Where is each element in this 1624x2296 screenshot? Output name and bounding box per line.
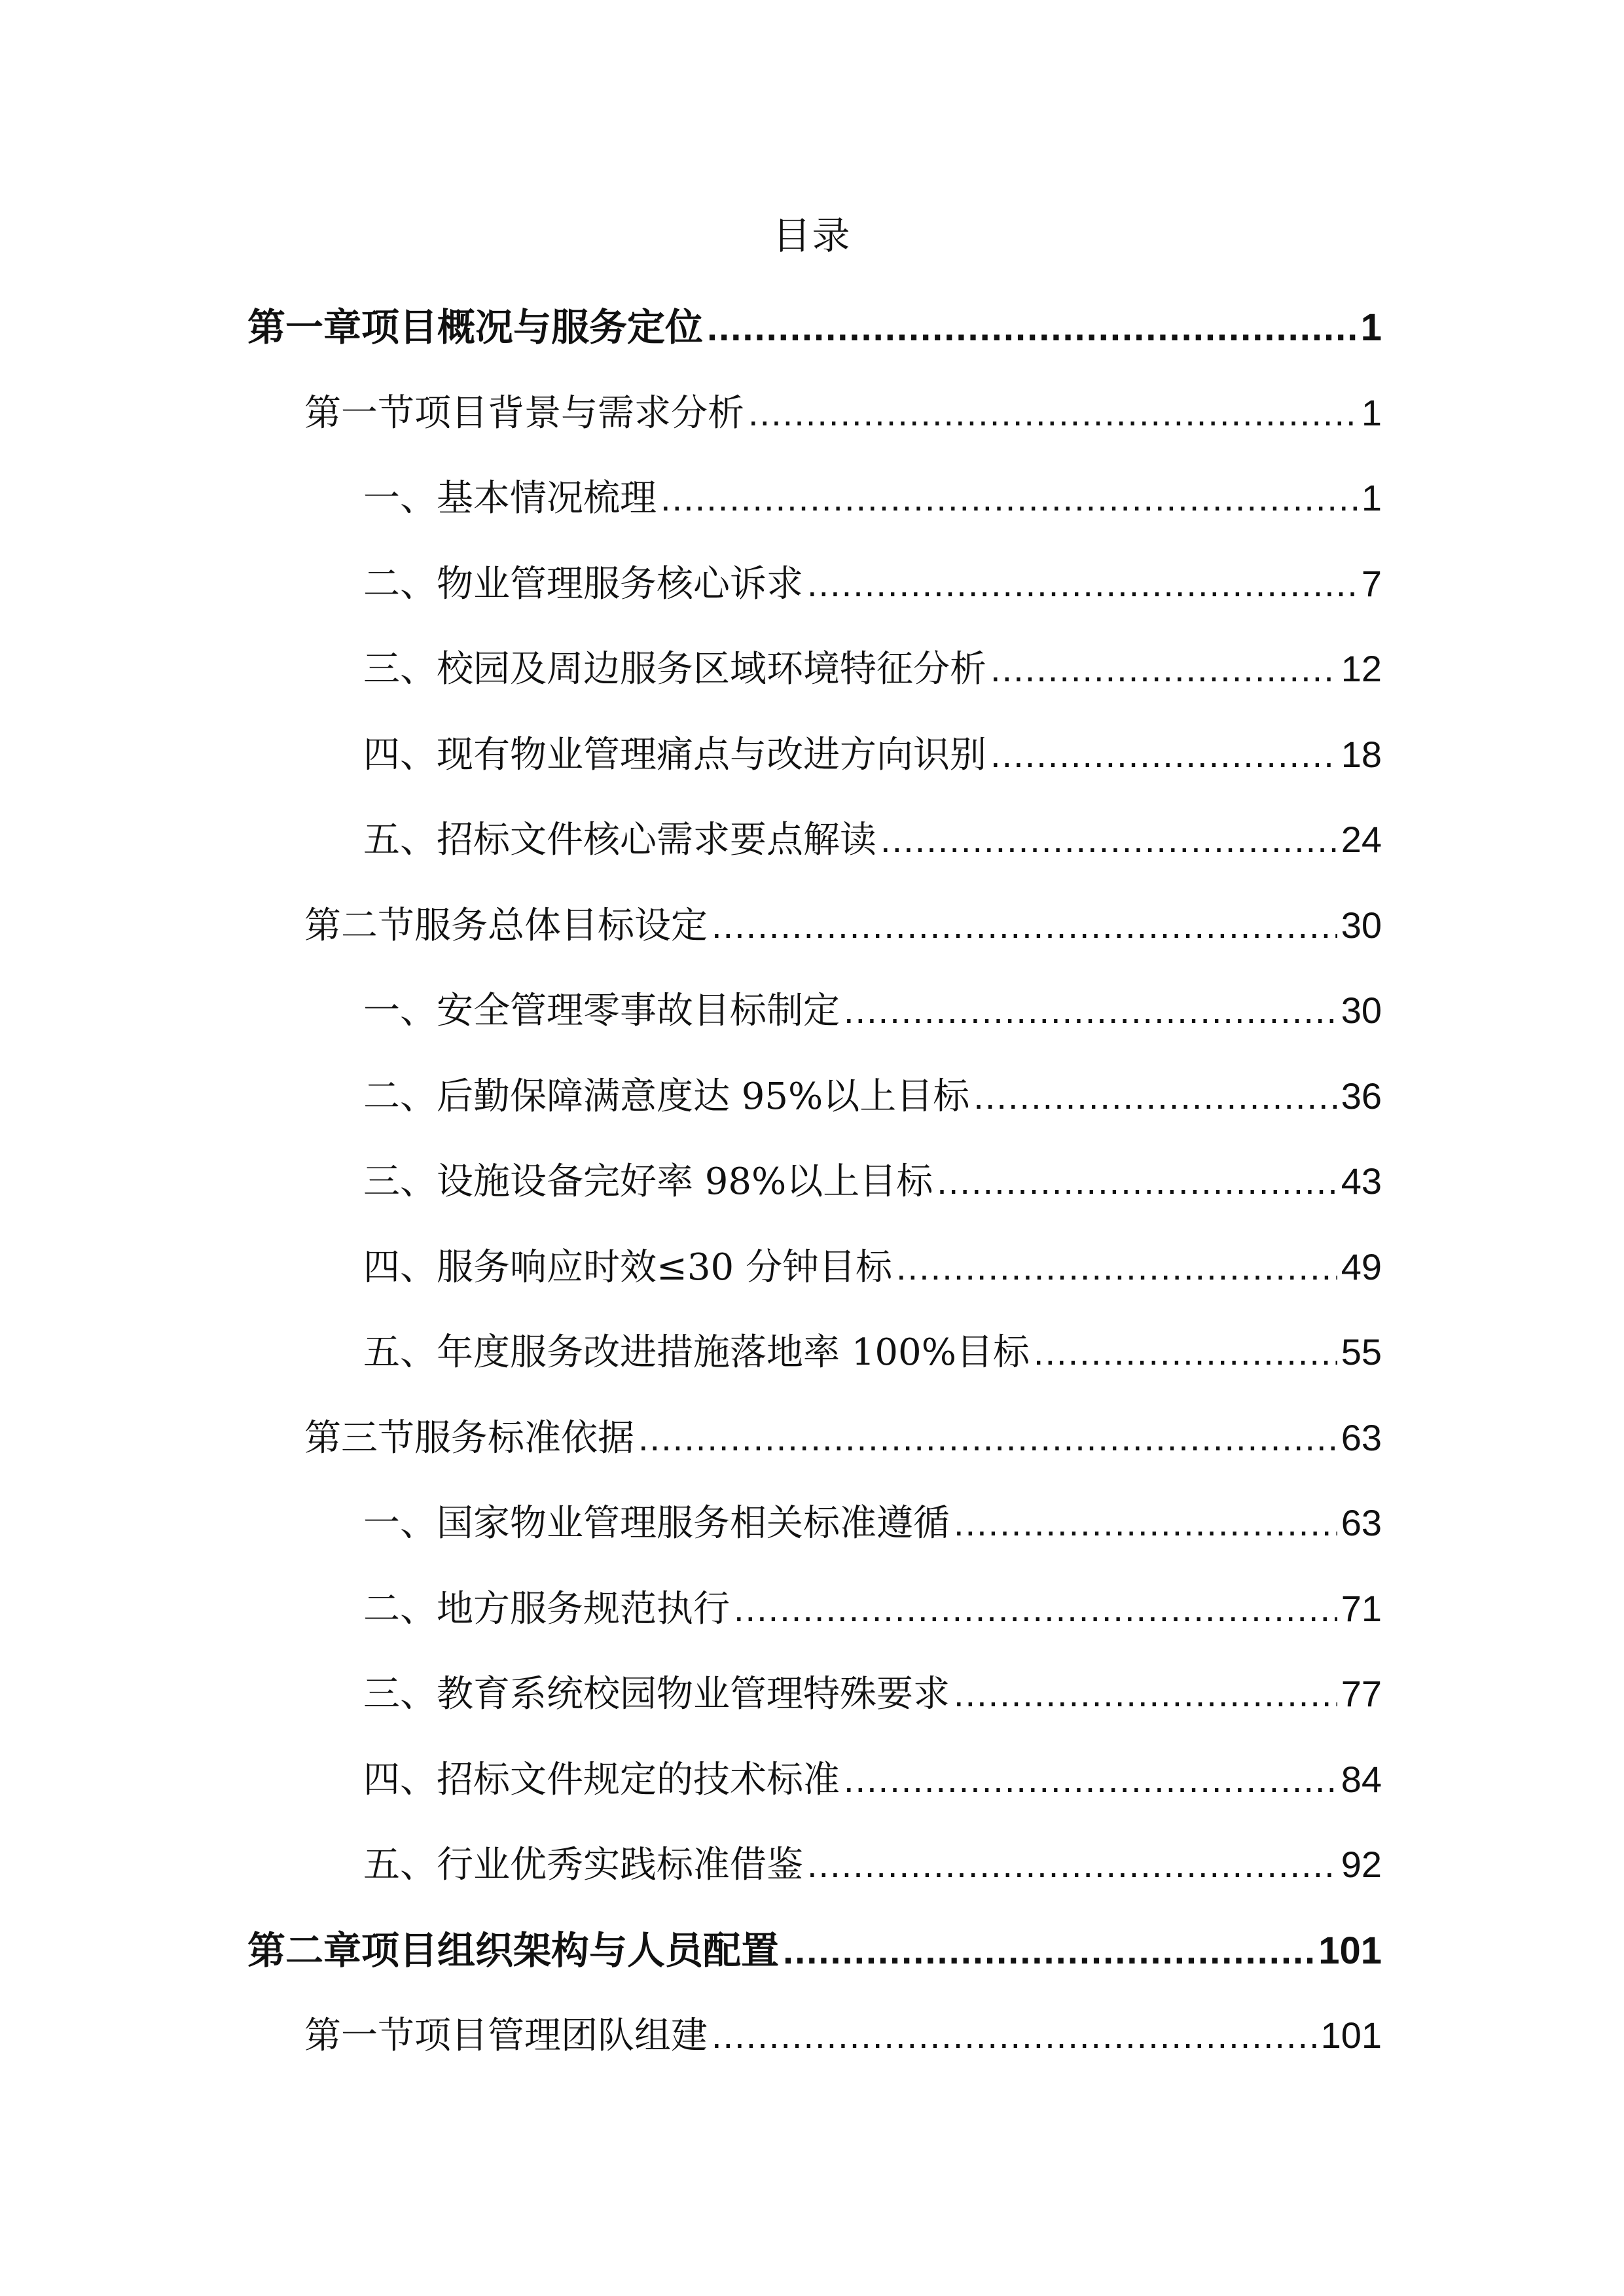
toc-page-number: 101 xyxy=(1318,1929,1382,1972)
toc-dot-leader xyxy=(954,1494,1337,1552)
toc-page-number: 7 xyxy=(1361,563,1382,604)
toc-page-number: 92 xyxy=(1341,1844,1382,1885)
toc-entry-text: 二、物业管理服务核心诉求 xyxy=(363,563,803,605)
toc-dot-leader xyxy=(844,981,1337,1040)
toc-entry-text: 四、服务响应时效≤30 分钟目标 xyxy=(363,1246,892,1289)
toc-page-number: 63 xyxy=(1341,1417,1382,1458)
toc-dot-leader xyxy=(712,896,1337,955)
toc-page-number: 43 xyxy=(1341,1160,1382,1202)
toc-page-number: 18 xyxy=(1341,734,1382,775)
toc-entry[interactable] xyxy=(304,1408,1382,1467)
toc-entry-text: 一、基本情况梳理 xyxy=(363,477,657,520)
toc-dot-leader xyxy=(844,1750,1337,1809)
toc-page-number: 12 xyxy=(1341,648,1382,689)
toc-entry[interactable] xyxy=(363,1152,1382,1211)
toc-entry-text: 四、招标文件规定的技术标准 xyxy=(363,1759,840,1801)
toc-entry-text: 三、教育系统校园物业管理特殊要求 xyxy=(363,1673,950,1715)
toc-page-number: 36 xyxy=(1341,1075,1382,1117)
toc-entry-text: 第三节服务标准依据 xyxy=(304,1417,634,1460)
toc-entry-text: 一、安全管理零事故目标制定 xyxy=(363,990,840,1032)
toc-entry-text: 三、设施设备完好率 98%以上目标 xyxy=(363,1160,933,1203)
toc-dot-leader xyxy=(880,810,1337,869)
toc-dot-leader xyxy=(990,725,1337,784)
toc-entry[interactable] xyxy=(363,725,1382,784)
toc-entry[interactable] xyxy=(363,1323,1382,1382)
toc-entry-text: 一、国家物业管理服务相关标准遵循 xyxy=(363,1502,950,1545)
toc-entry-text: 五、行业优秀实践标准借鉴 xyxy=(363,1844,803,1886)
toc-page-number: 24 xyxy=(1341,819,1382,860)
toc-page-number: 49 xyxy=(1341,1246,1382,1287)
toc-page-number: 101 xyxy=(1320,2015,1382,2056)
toc-title: 目录 xyxy=(772,213,852,258)
toc-entry[interactable] xyxy=(247,298,1382,357)
toc-page-number: 1 xyxy=(1361,477,1382,518)
toc-entry-text: 第一节项目管理团队组建 xyxy=(304,2015,708,2057)
toc-dot-leader xyxy=(937,1152,1337,1211)
toc-dot-leader xyxy=(783,1922,1314,1981)
toc-dot-leader xyxy=(734,1579,1337,1638)
toc-page-number: 30 xyxy=(1341,990,1382,1031)
toc-page-number: 1 xyxy=(1360,306,1382,349)
toc-entry[interactable] xyxy=(363,639,1382,698)
toc-entry[interactable] xyxy=(363,554,1382,613)
toc-dot-leader xyxy=(954,1664,1337,1723)
toc-page-number: 55 xyxy=(1341,1331,1382,1372)
toc-entry[interactable] xyxy=(363,1494,1382,1552)
toc-entry-text: 四、现有物业管理痛点与改进方向识别 xyxy=(363,734,986,776)
toc-entry[interactable] xyxy=(363,1835,1382,1894)
toc-page-number: 63 xyxy=(1341,1502,1382,1543)
toc-entry[interactable] xyxy=(363,469,1382,528)
toc-dot-leader xyxy=(807,554,1358,613)
toc-page-number: 30 xyxy=(1341,905,1382,946)
toc-dot-leader xyxy=(1034,1323,1337,1382)
toc-entry[interactable] xyxy=(363,810,1382,869)
toc-dot-leader xyxy=(973,1067,1337,1126)
toc-entry-text: 第二章项目组织架构与人员配置 xyxy=(247,1928,780,1973)
toc-entry[interactable] xyxy=(363,981,1382,1040)
toc-entry[interactable] xyxy=(304,896,1382,955)
toc-entry[interactable] xyxy=(363,1067,1382,1126)
toc-dot-leader xyxy=(748,384,1358,442)
toc-entry[interactable] xyxy=(363,1579,1382,1638)
toc-entry[interactable] xyxy=(247,1921,1382,1980)
toc-dot-leader xyxy=(807,1835,1337,1894)
toc-entry[interactable] xyxy=(304,2006,1382,2065)
toc-page-number: 71 xyxy=(1341,1588,1382,1629)
toc-entry-text: 第一章项目概况与服务定位 xyxy=(247,305,704,350)
toc-dot-leader xyxy=(638,1408,1337,1467)
toc-dot-leader xyxy=(660,469,1358,528)
toc-entry[interactable] xyxy=(304,384,1382,442)
toc-entry[interactable] xyxy=(363,1750,1382,1809)
toc-entry-text: 二、地方服务规范执行 xyxy=(363,1588,730,1630)
toc-entry-text: 五、招标文件核心需求要点解读 xyxy=(363,819,876,861)
toc-entry-text: 第二节服务总体目标设定 xyxy=(304,905,708,947)
toc-entry-text: 五、年度服务改进措施落地率 100%目标 xyxy=(363,1331,1030,1374)
toc-page-number: 1 xyxy=(1361,392,1382,433)
toc-dot-leader xyxy=(712,2006,1317,2065)
toc-entry-text: 三、校园及周边服务区域环境特征分析 xyxy=(363,648,986,691)
toc-page-number: 84 xyxy=(1341,1759,1382,1800)
toc-entry[interactable] xyxy=(363,1238,1382,1297)
toc-dot-leader xyxy=(707,298,1357,357)
toc-dot-leader xyxy=(990,639,1337,698)
toc-page-number: 77 xyxy=(1341,1673,1382,1714)
toc-entry-text: 二、后勤保障满意度达 95%以上目标 xyxy=(363,1075,970,1118)
toc-entry[interactable] xyxy=(363,1664,1382,1723)
toc-entry-text: 第一节项目背景与需求分析 xyxy=(304,392,744,435)
toc-dot-leader xyxy=(896,1238,1337,1297)
